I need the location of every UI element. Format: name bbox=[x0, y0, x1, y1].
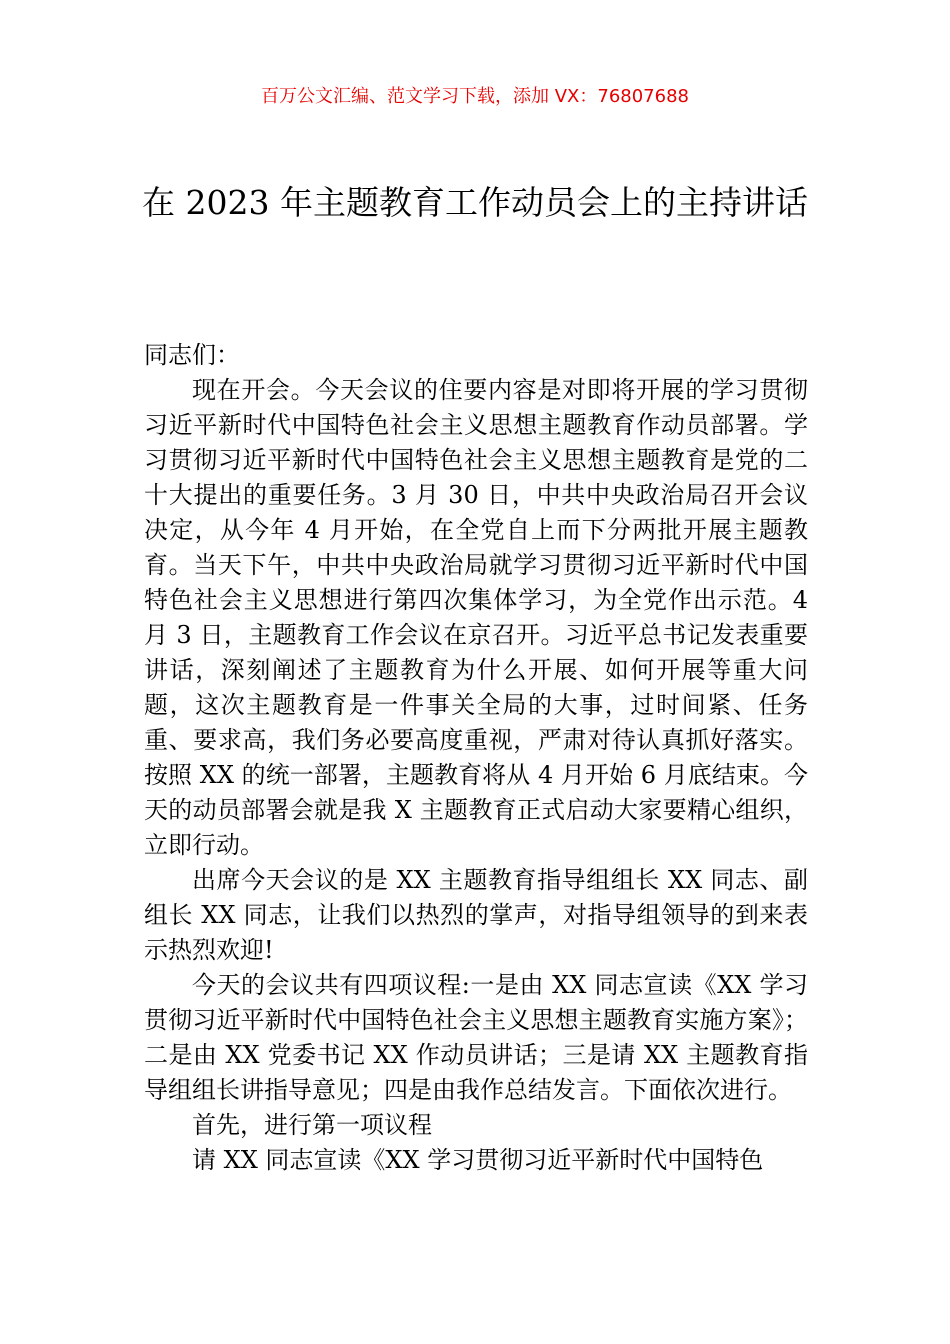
paragraph-attendees: 出席今天会议的是 XX 主题教育指导组组长 XX 同志、副组长 XX 同志，让我们以热烈的掌声，对指导组领导的到来表示热烈欢迎! bbox=[144, 866, 808, 964]
salutation: 同志们： bbox=[144, 341, 240, 369]
paragraph-opening: 现在开会。今天会议的住要内容是对即将开展的学习贯彻习近平新时代中国特色社会主义思想主题教育作动员部署。学习贯彻习近平新时代中国特色社会主义思想主题教育是党的二十大提出的重要任务。3 月 30 日，中共中央政治局召开会议决定，从今年 4 月开始，在全党自上而下分两批开展主题教育。当天下午，中共中央政治局就学习贯彻习近平新时代中国特色社会主义思想进行第四次集体学习，为全党作出示范。4 月 3 日，主题教育工作会议在京召开。习近平总书记发表重要讲话，深刻阐述了主题教育为什么开展、如何开展等重大问题，这次主题教育是一件事关全局的大事，过时间紧、任务重、要求高，我们务必要高度重视，严肃对待认真抓好落实。按照 XX 的统一部署，主题教育将从 4 月开始 6 月底结束。今天的动员部署会就是我 X 主题教育正式启动大家要精心组织，立即行动。 bbox=[144, 376, 808, 859]
document-body bbox=[144, 338, 808, 1178]
paragraph-first-item: 首先，进行第一项议程 bbox=[192, 1111, 432, 1139]
document-title: 在 2023 年主题教育工作动员会上的主持讲话 bbox=[142, 183, 808, 222]
paragraph-reading-request: 请 XX 同志宣读《XX 学习贯彻习近平新时代中国特色 bbox=[192, 1146, 764, 1174]
paragraph-agenda: 今天的会议共有四项议程:一是由 XX 同志宣读《XX 学习贯彻习近平新时代中国特色社会主义思想主题教育实施方案》；二是由 XX 党委书记 XX 作动员讲话；三是请 XX 主题教育指导组组长讲指导意见；四是由我作总结发言。下面依次进行。 bbox=[144, 971, 808, 1104]
header-note: 百万公文汇编、范文学习下载，添加 VX：76807688 bbox=[261, 86, 689, 107]
